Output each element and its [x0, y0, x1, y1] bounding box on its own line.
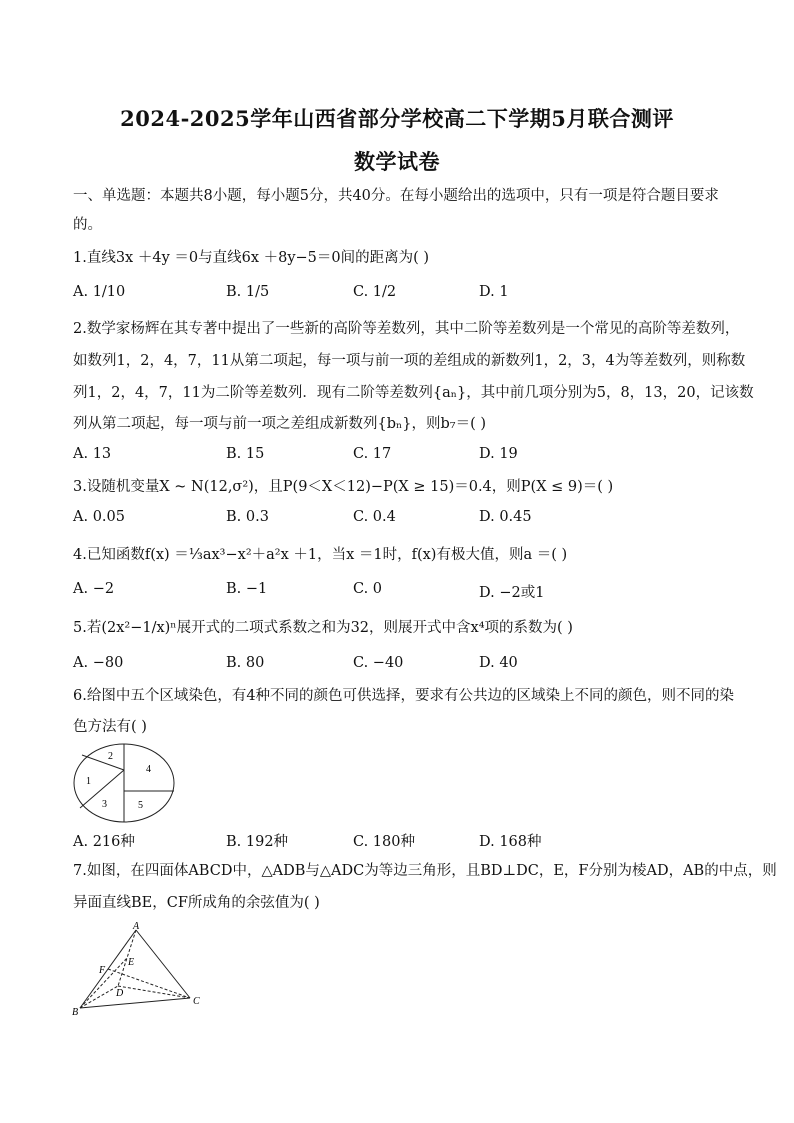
- edge-bc: [80, 998, 190, 1008]
- q4-option-d: D. −2或1: [479, 585, 545, 601]
- q6-line1: 6.给图中五个区域染色，有4种不同的颜色可供选择，要求有公共边的区域染上不同的颜色，则不同的染: [73, 688, 735, 704]
- q6-line2: 色方法有( ): [73, 719, 147, 735]
- q1-option-c: C. 1/2: [353, 284, 397, 300]
- q3-option-a: A. 0.05: [73, 509, 125, 525]
- q4-option-b: B. −1: [226, 581, 268, 597]
- q3-stem: 3.设随机变量X ~ N(12,σ²)，且P(9＜X＜12)−P(X ≥ 15)＝0.4，则P(X ≤ 9)＝( ): [73, 479, 614, 495]
- q6-option-d: D. 168种: [479, 834, 542, 850]
- region-label-1: 1: [86, 776, 91, 787]
- coloring-regions-figure: [72, 742, 178, 826]
- q2-line1: 2.数学家杨辉在其专著中提出了一些新的高阶等差数列，其中二阶等差数列是一个常见的高阶等差数列，: [73, 321, 740, 337]
- q3-option-c: C. 0.4: [353, 509, 396, 525]
- exam-subtitle: 数学试卷: [354, 149, 440, 174]
- q6-option-a: A. 216种: [73, 834, 135, 850]
- region-label-4: 4: [146, 764, 151, 775]
- region-label-3: 3: [102, 799, 107, 810]
- q1-stem: 1.直线3x ＋4y ＝0与直线6x ＋8y−5＝0间的距离为( ): [73, 250, 430, 266]
- q5-option-b: B. 80: [226, 655, 265, 671]
- q7-line2: 异面直线BE，CF所成角的余弦值为( ): [73, 895, 320, 911]
- q2-option-c: C. 17: [353, 446, 392, 462]
- point-label-a: A: [133, 921, 140, 932]
- q3-options: [73, 509, 723, 529]
- q2-line4: 列从第二项起，每一项与前一项之差组成新数列{bₙ}，则b₇＝( ): [73, 416, 487, 432]
- section-heading-line2: 的。: [73, 217, 102, 233]
- q2-option-d: D. 19: [479, 446, 518, 462]
- q3-option-d: D. 0.45: [479, 509, 532, 525]
- edge-dc: [118, 986, 190, 998]
- point-label-b: B: [72, 1007, 79, 1018]
- point-label-e: E: [128, 957, 135, 968]
- q4-options: [73, 581, 723, 601]
- q6-option-c: C. 180种: [353, 834, 415, 850]
- q4-option-c: C. 0: [353, 581, 383, 597]
- q4-stem: 4.已知函数f(x) ＝⅓ax³−x²＋a²x ＋1，当x ＝1时，f(x)有极大值，则a ＝( ): [73, 547, 568, 563]
- q6-option-b: B. 192种: [226, 834, 289, 850]
- q2-line3: 列1，2，4，7，11为二阶等差数列．现有二阶等差数列{aₙ}，其中前几项分别为5，8，13，20，记该数: [73, 385, 754, 401]
- q5-option-c: C. −40: [353, 655, 404, 671]
- q5-option-d: D. 40: [479, 655, 518, 671]
- q2-option-a: A. 13: [73, 446, 112, 462]
- q6-options: [73, 830, 723, 850]
- q5-options: [73, 655, 723, 675]
- section-heading-line1: 一、单选题：本题共8小题，每小题5分，共40分。在每小题给出的选项中，只有一项是符合题目要求: [73, 188, 719, 204]
- point-label-c: C: [193, 996, 200, 1007]
- figure-upper-left-divider: [82, 755, 124, 770]
- q1-options: [73, 284, 723, 304]
- q1-option-a: A. 1/10: [73, 284, 126, 300]
- edge-ac: [136, 930, 190, 998]
- q5-stem: 5.若(2x²−1/x)ⁿ展开式的二项式系数之和为32，则展开式中含x⁴项的系数为( ): [73, 620, 573, 636]
- region-label-5: 5: [138, 800, 143, 811]
- q2-line2: 如数列1，2，4，7，11从第二项起，每一项与前一项的差组成的新数列1，2，3，4为等差数列，则称数: [73, 353, 746, 369]
- point-label-d: D: [116, 988, 124, 999]
- q2-option-b: B. 15: [226, 446, 265, 462]
- q2-options: [73, 446, 723, 466]
- q1-option-b: B. 1/5: [226, 284, 270, 300]
- point-label-f: F: [99, 965, 106, 976]
- q1-option-d: D. 1: [479, 284, 509, 300]
- exam-title: 2024-2025学年山西省部分学校高二下学期5月联合测评: [120, 106, 674, 131]
- region-label-2: 2: [108, 751, 113, 762]
- q7-line1: 7.如图，在四面体ABCD中，△ADB与△ADC为等边三角形，且BD⊥DC，E，F分别为棱AD，AB的中点，则: [73, 863, 777, 879]
- q4-option-a: A. −2: [73, 581, 115, 597]
- tetrahedron-figure: [70, 920, 205, 1020]
- q3-option-b: B. 0.3: [226, 509, 269, 525]
- q5-option-a: A. −80: [73, 655, 124, 671]
